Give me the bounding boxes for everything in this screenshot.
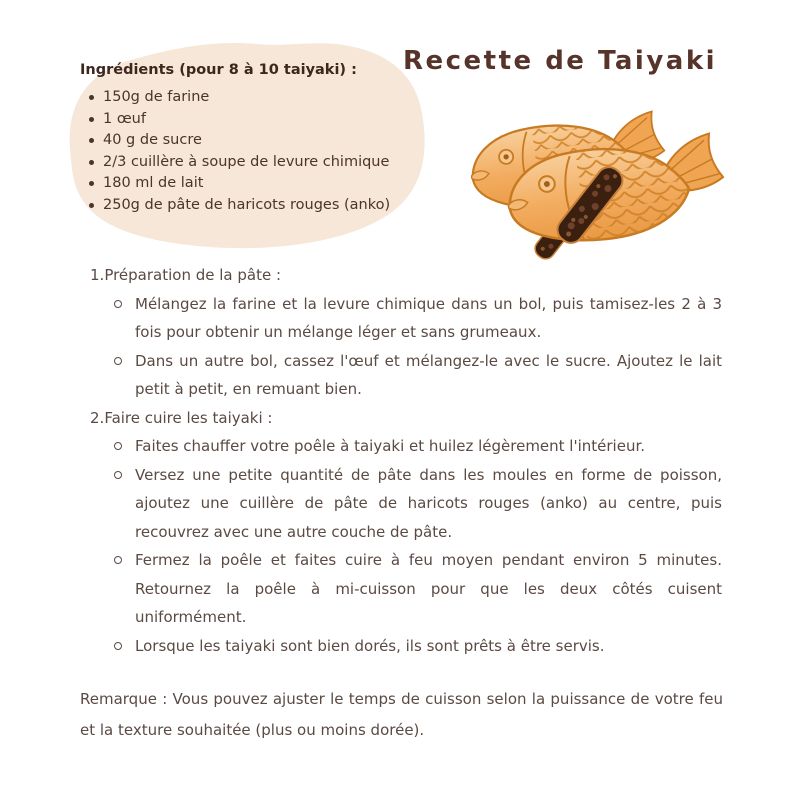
ingredient-text: 1 œuf <box>103 110 146 127</box>
bullet-dot-icon <box>89 138 94 143</box>
hollow-bullet-icon <box>114 442 122 450</box>
ingredient-item <box>80 109 430 131</box>
substep-list <box>90 290 722 404</box>
taiyaki-illustration <box>450 95 762 263</box>
bullet-dot-icon <box>89 95 94 100</box>
bullet-dot-icon <box>89 181 94 186</box>
hollow-bullet-icon <box>114 556 122 564</box>
substep-text: Versez une petite quantité de pâte dans les moules en forme de poisson, ajoutez une cuillère de pâte de haricots rouges (anko) au centre, puis recouvrez avec une autre couche de pâte. <box>135 465 722 541</box>
substep-item <box>90 546 722 632</box>
substep-text: Dans un autre bol, cassez l'œuf et mélangez-le avec le sucre. Ajoutez le lait petit à petit, en remuant bien. <box>135 351 722 398</box>
ingredient-item <box>80 195 430 217</box>
bullet-dot-icon <box>89 117 94 122</box>
bullet-dot-icon <box>89 160 94 165</box>
ingredient-item <box>80 152 430 174</box>
step-1 <box>90 261 722 404</box>
hollow-bullet-icon <box>114 642 122 650</box>
step-heading <box>90 404 722 433</box>
hollow-bullet-icon <box>114 300 122 308</box>
ingredient-text: 250g de pâte de haricots rouges (anko) <box>103 196 391 213</box>
ingredient-text: 150g de farine <box>103 89 210 105</box>
substep-item <box>90 632 722 661</box>
substep-text: Lorsque les taiyaki sont bien dorés, ils sont prêts à être servis. <box>135 636 605 655</box>
substep-item <box>90 432 722 461</box>
hollow-bullet-icon <box>114 357 122 365</box>
substep-list <box>90 432 722 660</box>
bullet-dot-icon <box>89 203 94 208</box>
substep-text: Faites chauffer votre poêle à taiyaki et huilez légèrement l'intérieur. <box>135 437 646 455</box>
ingredients-heading: Ingrédients (pour 8 à 10 taiyaki) : <box>80 62 357 78</box>
ingredient-item <box>80 130 430 152</box>
step-heading <box>90 261 722 290</box>
step-number: 2. <box>90 408 105 427</box>
ingredient-text: 180 ml de lait <box>103 175 204 191</box>
ingredient-item <box>80 173 430 195</box>
hollow-bullet-icon <box>114 471 122 479</box>
step-2 <box>90 404 722 661</box>
substep-item <box>90 347 722 404</box>
ingredient-text: 40 g de sucre <box>103 132 202 148</box>
substep-item <box>90 461 722 547</box>
substep-text: Mélangez la farine et la levure chimique dans un bol, puis tamisez-les 2 à 3 fois pour obtenir un mélange léger et sans grumeaux. <box>135 294 722 341</box>
step-label: Préparation de la pâte : <box>104 266 282 284</box>
ingredient-item <box>80 87 430 109</box>
step-label: Faire cuire les taiyaki : <box>104 408 273 427</box>
ingredients-panel <box>80 62 430 216</box>
ingredient-text: 2/3 cuillère à soupe de levure chimique <box>103 153 390 170</box>
step-number: 1. <box>90 266 105 284</box>
note-text: Remarque : Vous pouvez ajuster le temps de cuisson selon la puissance de votre feu et la texture souhaitée (plus ou moins dorée). <box>80 690 723 739</box>
page-title: Recette de Taiyaki <box>402 46 718 76</box>
substep-text: Fermez la poêle et faites cuire à feu moyen pendant environ 5 minutes. Retournez la poêle à mi-cuisson pour que les deux côtés cuisent uniformément. <box>135 551 722 626</box>
ingredients-list <box>80 87 430 216</box>
substep-item <box>90 290 722 347</box>
instructions <box>90 261 722 660</box>
